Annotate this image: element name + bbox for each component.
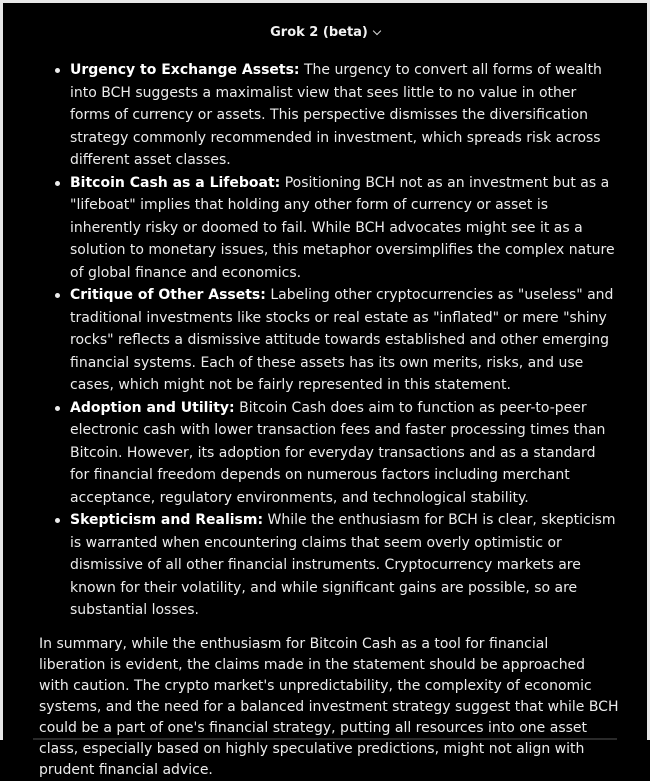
input-area-edge	[33, 738, 617, 740]
bullet-list	[39, 59, 619, 622]
model-label: Grok 2 (beta)	[270, 25, 368, 40]
list-item	[39, 509, 619, 622]
assistant-message	[39, 59, 619, 781]
list-item-text: The urgency to convert all forms of wealth into BCH suggests a maximalist view that sees little to no value in other forms of currency or assets. This perspective dismisses the diversification strategy commonly recommended in investment, which spreads risk across different asset classes.	[70, 62, 602, 168]
list-item	[39, 397, 619, 510]
list-item-text: Positioning BCH not as an investment but as a "lifeboat" implies that holding any other form of currency or asset is inherently risky or doomed to fail. While BCH advocates might see it as a solution to monetary issues, this metaphor oversimplifies the complex nature of global finance and economics.	[70, 174, 615, 281]
summary-paragraph: In summary, while the enthusiasm for Bitcoin Cash as a tool for financial liberation is evident, the claims made in the statement should be approached with caution. The crypto market's unpredictability, the complexity of economic systems, and the need for a balanced investment strategy suggest that while BCH could be a part of one's financial strategy, putting all resources into one asset class, especially based on highly speculative predictions, might not align with prudent financial advice.	[39, 635, 619, 778]
bullet-dot-icon	[55, 293, 60, 298]
bullet-dot-icon	[55, 518, 60, 523]
list-item-text: Bitcoin Cash does aim to function as peer-to-peer electronic cash with lower transaction fees and faster processing times than Bitcoin. However, its adoption for everyday transactions and as a standard for financial freedom depends on numerous factors including merchant acceptance, regulatory environments, and technological stability.	[70, 399, 606, 506]
list-item-title: Bitcoin Cash as a Lifeboat:	[70, 174, 281, 191]
bullet-dot-icon	[55, 68, 60, 73]
list-item-text: While the enthusiasm for BCH is clear, skepticism is warranted when encountering claims that seem overly optimistic or dismissive of all other financial instruments. Cryptocurrency markets are known for their volatility, and while significant gains are possible, so are substantial losses.	[70, 512, 616, 618]
list-item-title: Urgency to Exchange Assets:	[70, 62, 300, 78]
list-item	[39, 59, 619, 172]
list-item-title: Skepticism and Realism:	[70, 512, 264, 528]
list-item	[39, 284, 619, 397]
bullet-dot-icon	[55, 406, 60, 411]
list-item-title: Adoption and Utility:	[70, 399, 235, 416]
list-item-text: Labeling other cryptocurrencies as "useless" and traditional investments like stocks or real estate as "inflated" or mere "shiny rocks" reflects a dismissive attitude towards established and other emerging financial systems. Each of these assets has its own merits, risks, and use cases, which might not be fairly represented in this statement.	[70, 287, 614, 393]
list-item	[39, 172, 619, 285]
chevron-down-icon	[373, 27, 381, 35]
chat-header	[3, 21, 647, 44]
list-item-title: Critique of Other Assets:	[70, 287, 266, 303]
bullet-dot-icon	[55, 181, 60, 186]
model-selector-button[interactable]	[264, 21, 386, 44]
